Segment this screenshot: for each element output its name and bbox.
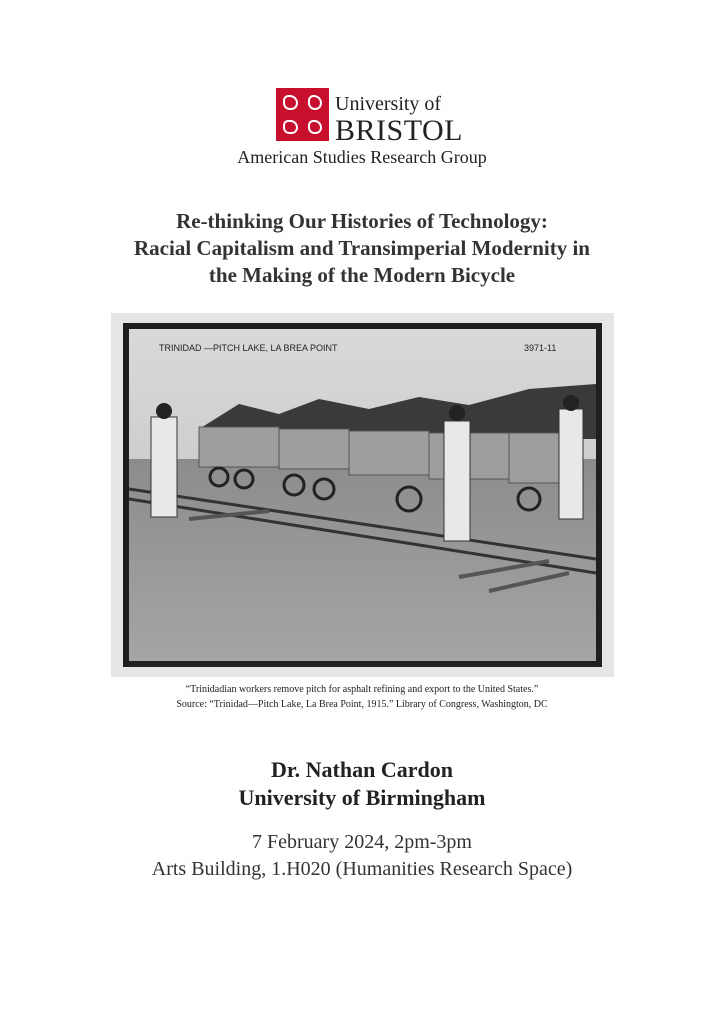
caption-line-1: “Trinidadian workers remove pitch for asphalt refining and export to the United States.”	[185, 684, 539, 695]
logo-wordmark	[335, 88, 463, 146]
speaker	[0, 756, 724, 812]
photo-caption	[0, 682, 724, 712]
logo-line-2: BRISTOL	[335, 114, 463, 147]
crest-icon	[276, 88, 329, 141]
research-group-name: American Studies Research Group	[237, 147, 487, 167]
talk-title	[0, 208, 724, 289]
event-details	[0, 829, 724, 883]
title-line-3: the Making of the Modern Bicycle	[208, 263, 516, 287]
title-line-2: Racial Capitalism and Transimperial Modernity in	[134, 236, 590, 260]
logo-line-1: University of	[335, 93, 442, 115]
photo-number: 3971-11	[524, 343, 557, 353]
photo-image	[129, 329, 596, 661]
event-datetime: 7 February 2024, 2pm-3pm	[252, 831, 472, 853]
event-location: Arts Building, 1.H020 (Humanities Research Space)	[151, 858, 573, 880]
title-line-1: Re-thinking Our Histories of Technology:	[176, 209, 548, 233]
speaker-affiliation: University of Birmingham	[238, 785, 486, 810]
university-logo	[276, 88, 463, 146]
historical-photo	[111, 313, 614, 677]
speaker-name: Dr. Nathan Cardon	[271, 757, 453, 782]
caption-line-2: Source: “Trinidad—Pitch Lake, La Brea Point, 1915.” Library of Congress, Washington, DC	[176, 699, 548, 710]
photo-inscription: TRINIDAD —PITCH LAKE, LA BREA POINT	[159, 343, 338, 353]
